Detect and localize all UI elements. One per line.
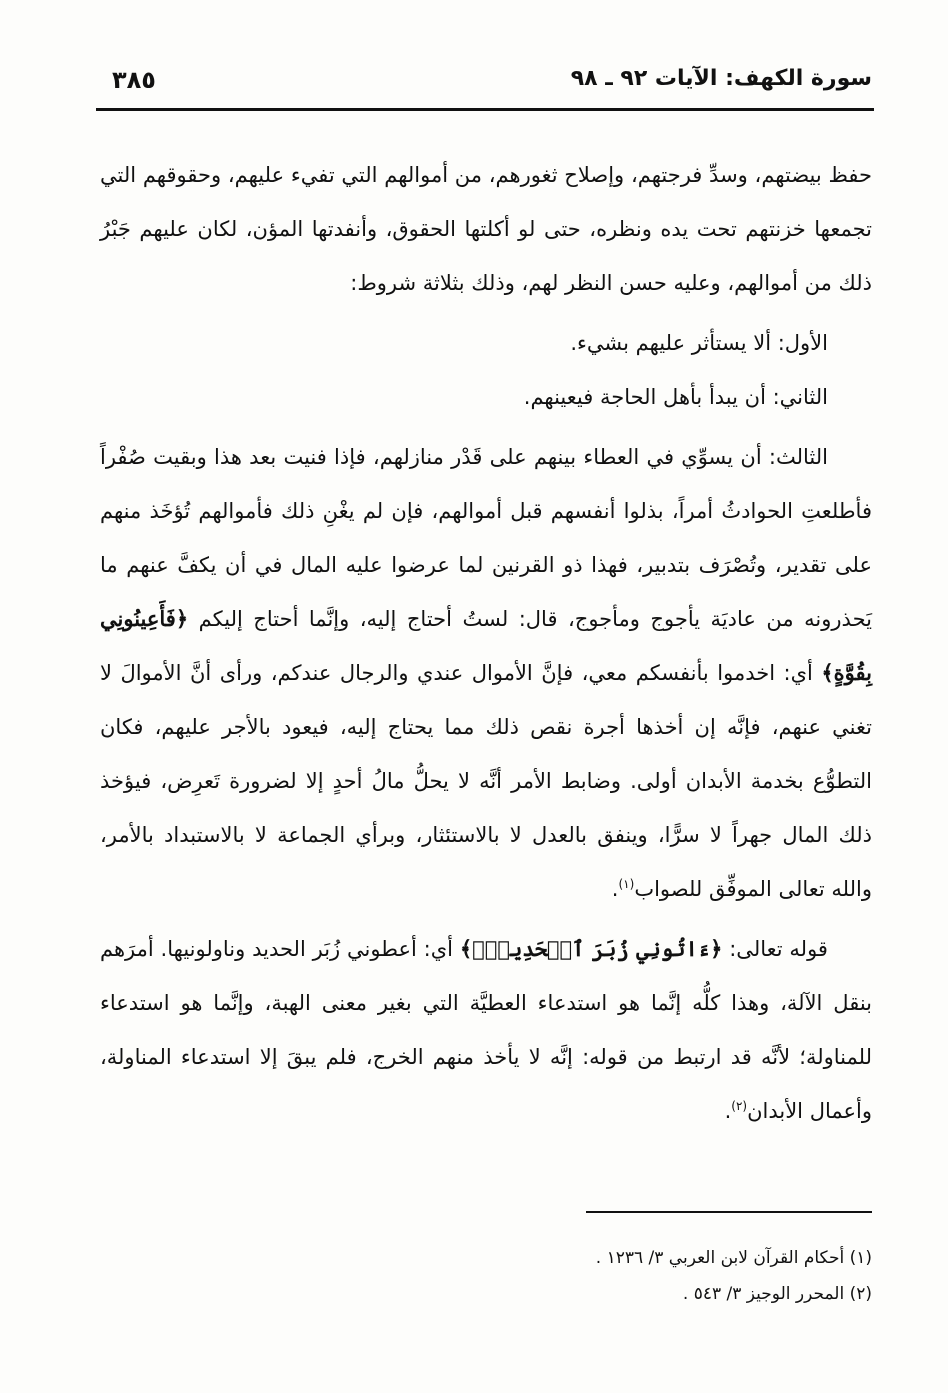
paragraph-1: حفظ بيضتهم، وسدِّ فرجتهم، وإصلاح ثغورهم، من أموالهم التي تفيء عليهم، وحقوقهم التي تجمعها خزنتهم تحت يده ونظره، حتى لو أكلتها الحقوق، وأنفدتها المؤن، لكان عليهم جَبْرُ ذلك من أموالهم، وعليه حسن النظر لهم، وذلك بثلاثة شروط: (100, 163, 872, 295)
body-text (100, 148, 872, 1138)
quran-verse: ﴿فَأَعِينُونِي بِقُوَّةٍ﴾ (100, 606, 872, 685)
paragraph-4-text-a: قوله تعالى: (729, 937, 828, 961)
footnote-1: (١) أحكام القرآن لابن العربي ٣/ ١٢٣٦ . (595, 1248, 872, 1268)
quran-verse: ﴿ءَاتُونِي زُبَرَ ٱلۡحَدِيدِۖ﴾ (459, 936, 723, 961)
condition-3-text-b: أي: اخدموا بأنفسكم معي، فإنَّ الأموال عندي والرجال عندكم، ورأى أنَّ الأموالَ لا تغني عنهم، فإنَّه إن أخذها أجرة نقص ذلك مما يحتاج إليه، فيعود بالأجر عليهم، فكان التطوُّع بخدمة الأبدان أولى. وضابط الأمر أنَّه لا يحلُّ مالُ أحدٍ إلا لضرورة تَعرِض، فيؤخذ ذلك المال جهراً لا سرًّا، وينفق بالعدل لا بالاستئثار، وبرأي الجماعة لا بالاستبداد بالأمر، والله تعالى الموفِّق للصواب (100, 661, 872, 901)
condition-3-text-a: الثالث: أن يسوِّي في العطاء بينهم على قَدْر منازلهم، فإذا فنيت بعد هذا وبقيت صُفْراً فأطلعتِ الحوادثُ أمراً، بذلوا أنفسهم قبل أموالهم، فإن لم يغْنِ ذلك فأموالهم تُؤخَذ منهم على تقدير، وتُصْرَف بتدبير، فهذا ذو القرنين لما عرضوا عليه المال في أن يكفَّ عنهم ما يَحذرونه من عاديَة يأجوج ومأجوج، قال: لستُ أحتاج إليه، وإنَّما أحتاج إليكم (100, 445, 872, 631)
paragraph-4-text-b: أي: أعطوني زُبَر الحديد وناولونيها. أمرَهم بنقل الآلة، وهذا كلُّه إنَّما هو استدعاء العطيَّة التي بغير معنى الهبة، وإنَّما هو استدعاء للمناولة؛ لأنَّه قد ارتبط من قوله: إنَّه لا يأخذ منهم الخرج، فلم يبقَ إلا استدعاء المناولة، وأعمال الأبدان (100, 937, 872, 1123)
page-number: ٣٨٥ (112, 66, 156, 94)
running-header-title: سورة الكهف: الآيات ٩٢ ـ ٩٨ (570, 66, 872, 91)
condition-2: الثاني: أن يبدأ بأهل الحاجة فيعينهم. (523, 385, 828, 409)
condition-3: الثالث: أن يسوِّي في العطاء بينهم على قَدْر منازلهم، فإذا فنيت بعد هذا وبقيت صُفْراً فأطلعتِ الحوادثُ أمراً، بذلوا أنفسهم قبل أموالهم، فإن لم يغْنِ ذلك فأموالهم تُؤخَذ منهم على تقدير، وتُصْرَف بتدبير، فهذا ذو القرنين لما عرضوا عليه المال في أن يكفَّ عنهم ما يَحذرونه من عاديَة يأجوج ومأجوج، قال: لستُ أحتاج إليه، وإنَّما أحتاج إليكم ﴿فَأَعِينُونِي بِقُوَّةٍ﴾ أي: اخدموا بأنفسكم معي، فإنَّ الأموال عندي والرجال عندكم، ورأى أنَّ الأموالَ لا تغني عنهم، فإنَّه إن أخذها أجرة نقص ذلك مما يحتاج إليه، فيعود بالأجر عليهم، فكان التطوُّع بخدمة الأبدان أولى. وضابط الأمر أنَّه لا يحلُّ مالُ أحدٍ إلا لضرورة تَعرِض، فيؤخذ ذلك المال جهراً لا سرًّا، وينفق بالعدل لا بالاستئثار، وبرأي الجماعة لا بالاستبداد بالأمر، والله تعالى الموفِّق للصواب$^{(١)}$. (100, 445, 872, 901)
header-divider (96, 108, 874, 111)
footnote-2: (٢) المحرر الوجيز ٣/ ٥٤٣ . (682, 1284, 872, 1304)
footnotes (100, 1240, 872, 1312)
footnote-divider (586, 1211, 872, 1213)
condition-1: الأول: ألا يستأثر عليهم بشيء. (570, 331, 828, 355)
footnote-ref-1: (١) (618, 877, 635, 891)
footnote-ref-2: (٢) (731, 1099, 748, 1113)
paragraph-4: قوله تعالى: ﴿ءَاتُونِي زُبَرَ ٱلۡحَدِيدِۖ﴾ أي: أعطوني زُبَر الحديد وناولونيها. أمرَهم بنقل الآلة، وهذا كلُّه إنَّما هو استدعاء العطيَّة التي بغير معنى الهبة، وإنَّما هو استدعاء للمناولة؛ لأنَّه قد ارتبط من قوله: إنَّه لا يأخذ منهم الخرج، فلم يبقَ إلا استدعاء المناولة، وأعمال الأبدان$^{(٢)}$. (100, 936, 872, 1123)
